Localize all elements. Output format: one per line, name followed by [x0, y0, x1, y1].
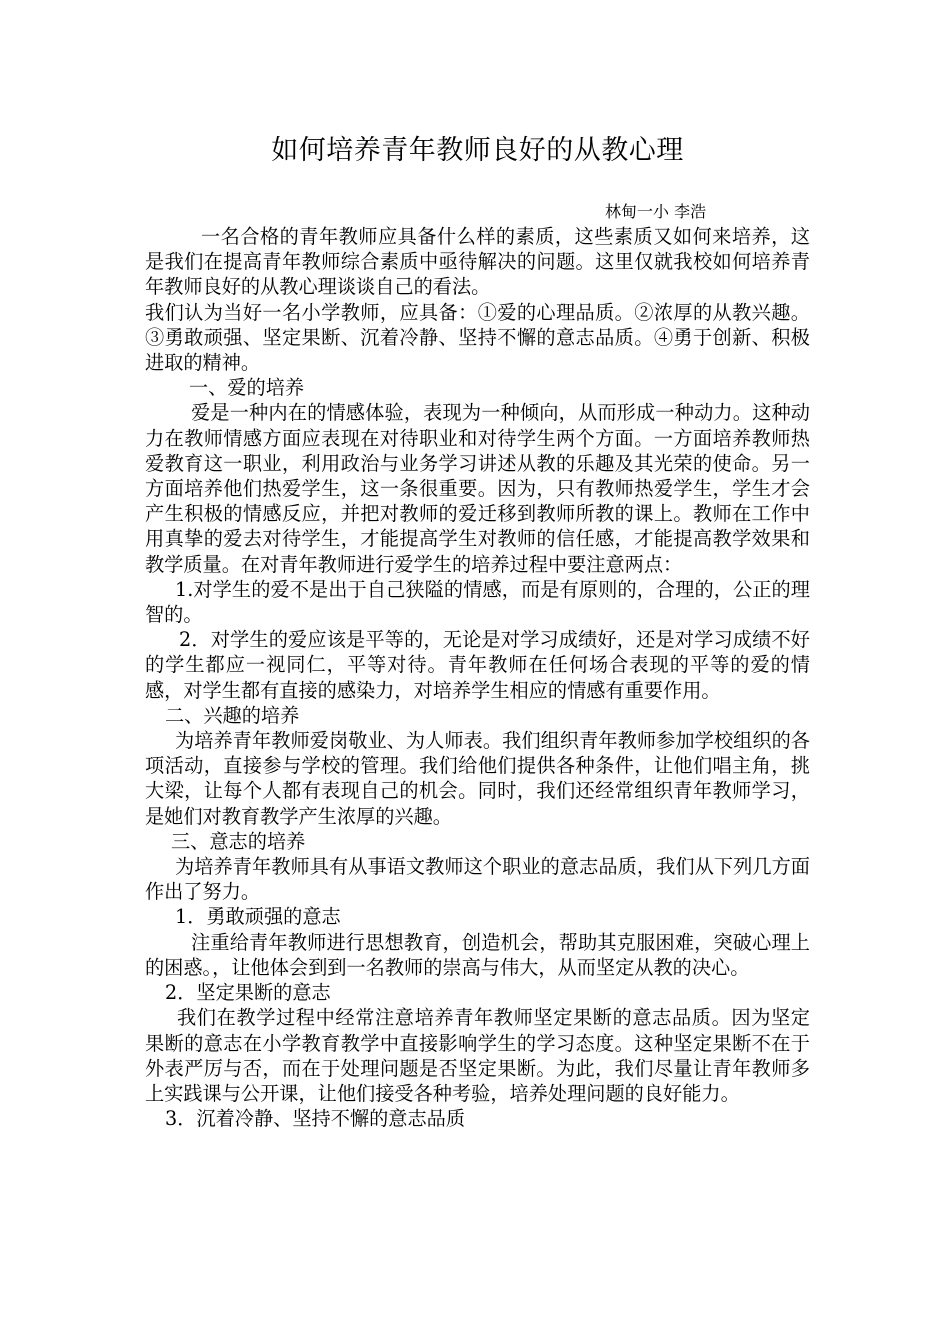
author-line: 林甸一小 李浩: [605, 202, 707, 221]
list-item-love-2: 2．对学生的爱应该是平等的，无论是对学习成绩好，还是对学习成绩不好的学生都应一视同仁，平等对待。青年教师在任何场合表现的平等的爱的情感，对学生都有直接的感染力，对培养学生相应的情感有重要作用。: [145, 628, 810, 702]
subheading-will-2: 2．坚定果断的意志: [165, 981, 331, 1005]
subheading-will-1: 1．勇敢顽强的意志: [175, 905, 341, 929]
paragraph-qualities: 我们认为当好一名小学教师，应具备：①爱的心理品质。②浓厚的从教兴趣。③勇敢顽强、坚定果断、沉着冷静、坚持不懈的意志品质。④勇于创新、积极进取的精神。: [145, 300, 810, 375]
heading-interest: 二、兴趣的培养: [165, 703, 300, 727]
paragraph-intro: 一名合格的青年教师应具备什么样的素质，这些素质又如何来培养，这是我们在提高青年教师综合素质中亟待解决的问题。这里仅就我校如何培养青年教师良好的从教心理谈谈自己的看法。: [145, 225, 810, 299]
paragraph-interest: 为培养青年教师爱岗敬业、为人师表。我们组织青年教师参加学校组织的各项活动，直接参与学校的管理。我们给他们提供各种条件，让他们唱主角，挑大梁，让每个人都有表现自己的机会。同时，我们还经常组织青年教师学习，是她们对教育教学产生浓厚的兴趣。: [145, 729, 810, 828]
document-body: [145, 224, 810, 1131]
paragraph-will: 为培养青年教师具有从事语文教师这个职业的意志品质，我们从下列几方面作出了努力。: [145, 855, 810, 904]
heading-love: 一、爱的培养: [189, 376, 305, 400]
paragraph-love: 爱是一种内在的情感体验，表现为一种倾向，从而形成一种动力。这种动力在教师情感方面应表现在对待职业和对待学生两个方面。一方面培养教师热爱教育这一职业，利用政治与业务学习讲述从教的乐趣及其光荣的使命。另一方面培养他们热爱学生，这一条很重要。因为，只有教师热爱学生，学生才会产生积极的情感反应，并把对教师的爱迁移到教师所教的课上。教师在工作中用真挚的爱去对待学生，才能提高学生对教师的信任感，才能提高教学效果和教学质量。在对青年教师进行爱学生的培养过程中要注意两点：: [145, 401, 810, 576]
paragraph-will-2: 我们在教学过程中经常注意培养青年教师坚定果断的意志品质。因为坚定果断的意志在小学教育教学中直接影响学生的学习态度。这种坚定果断不在于外表严厉与否，而在于处理问题是否坚定果断。为此，我们尽量让青年教师多上实践课与公开课，让他们接受各种考验，培养处理问题的良好能力。: [145, 1006, 810, 1105]
document-title: 如何培养青年教师良好的从教心理: [271, 135, 684, 166]
list-item-love-1: 1.对学生的爱不是出于自己狭隘的情感，而是有原则的，合理的，公正的理智的。: [145, 577, 810, 627]
heading-will: 三、意志的培养: [171, 829, 306, 853]
subheading-will-3: 3．沉着冷静、坚持不懈的意志品质: [165, 1107, 466, 1131]
paragraph-will-1: 注重给青年教师进行思想教育，创造机会，帮助其克服困难，突破心理上的困惑。，让他体会到到一名教师的崇高与伟大，从而坚定从教的决心。: [145, 930, 810, 979]
